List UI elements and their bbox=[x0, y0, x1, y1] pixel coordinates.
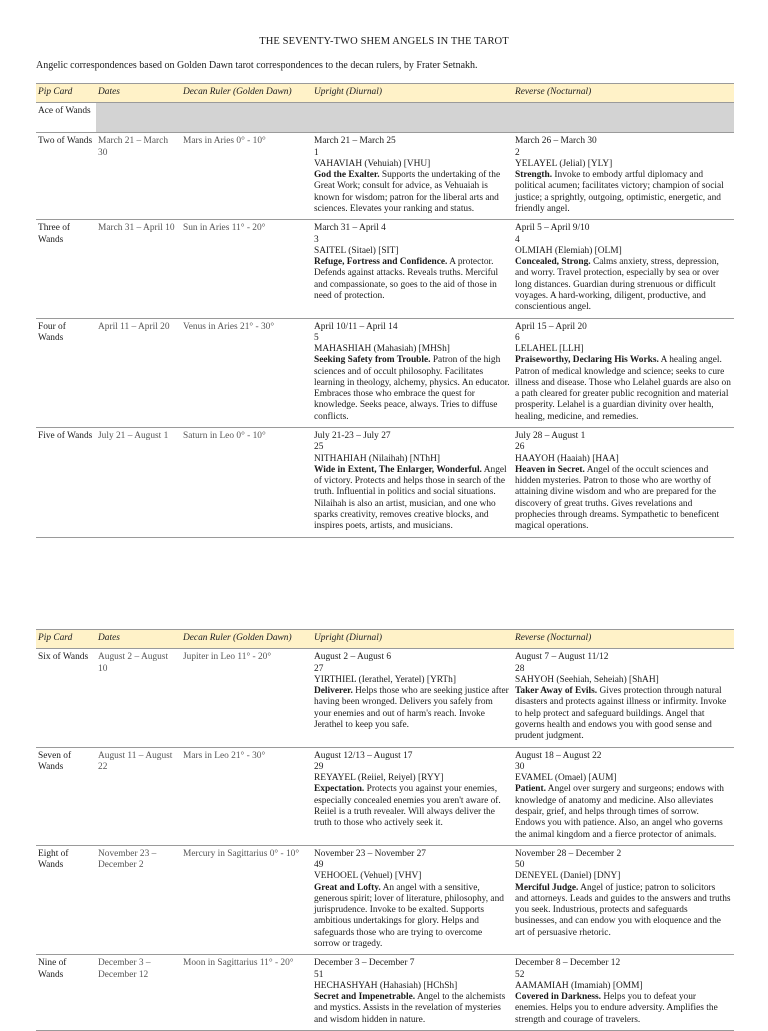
decan-ruler-cell: Saturn in Leo 0° - 10° bbox=[181, 428, 312, 538]
pip-card-cell: Two of Wands bbox=[36, 133, 96, 220]
dates-cell: December 3 – December 12 bbox=[96, 955, 181, 1031]
angel-number: 4 bbox=[515, 234, 520, 245]
angel-dates: December 3 – December 7 bbox=[314, 958, 415, 969]
angel-dates: August 2 – August 6 bbox=[314, 652, 392, 663]
angel-cell bbox=[513, 955, 734, 1031]
table-row bbox=[36, 747, 734, 845]
header-reverse: Reverse (Nocturnal) bbox=[513, 84, 734, 103]
angel-attributes: Protects you against your enemies, especially concealed enemies you aren't aware of. Reiiel is a truth revealer. Will always deliver the truth to those who actively seek it. bbox=[314, 784, 501, 829]
angel-description bbox=[314, 883, 510, 951]
angel-number: 50 bbox=[515, 860, 525, 871]
angel-number: 25 bbox=[314, 442, 324, 453]
angel-description bbox=[515, 784, 731, 840]
angel-cell bbox=[312, 747, 513, 845]
decan-ruler-cell: Mars in Aries 0° - 10° bbox=[181, 133, 312, 220]
angel-epithet: Covered in Darkness. bbox=[515, 992, 602, 1003]
header-reverse: Reverse (Nocturnal) bbox=[513, 630, 734, 649]
angel-epithet: Taker Away of Evils. bbox=[515, 686, 598, 697]
angel-dates: August 12/13 – August 17 bbox=[314, 750, 413, 761]
angel-dates: April 5 – April 9/10 bbox=[515, 223, 590, 234]
angel-cell bbox=[312, 955, 513, 1031]
angel-dates: March 31 – April 4 bbox=[314, 223, 386, 234]
correspondence-table-2 bbox=[36, 629, 734, 1031]
angel-dates: August 7 – August 11/12 bbox=[515, 652, 609, 663]
angel-description bbox=[515, 355, 731, 423]
angel-description bbox=[314, 992, 510, 1026]
decan-ruler-cell: Jupiter in Leo 11° - 20° bbox=[181, 649, 312, 747]
angel-number: 49 bbox=[314, 860, 324, 871]
angel-dates: November 28 – December 2 bbox=[515, 848, 622, 859]
decan-ruler-cell: Venus in Aries 21° - 30° bbox=[181, 318, 312, 428]
table-row bbox=[36, 428, 734, 538]
angel-epithet: Wide in Extent, The Enlarger, Wonderful. bbox=[314, 464, 482, 475]
angel-name: LELAHEL [LLH] bbox=[515, 344, 584, 355]
angel-dates: March 21 – March 25 bbox=[314, 136, 396, 147]
angel-name: VAHAVIAH (Vehuiah) [VHU] bbox=[314, 158, 431, 169]
correspondence-table-1 bbox=[36, 83, 734, 538]
angel-name: HECHASHYAH (Hahasiah) [HChSh] bbox=[314, 980, 458, 991]
header-dates: Dates bbox=[96, 630, 181, 649]
angel-description bbox=[515, 465, 731, 533]
header-decan-ruler: Decan Ruler (Golden Dawn) bbox=[181, 630, 312, 649]
decan-ruler-cell: Mercury in Sagittarius 0° - 10° bbox=[181, 845, 312, 955]
angel-epithet: Refuge, Fortress and Confidence. bbox=[314, 257, 448, 268]
angel-attributes: Invoke to embody artful diplomacy and political acumen; facilitates victory; champion of social justice; a sprightly, outgoing, optimistic, energetic, and friendly angel. bbox=[515, 170, 724, 214]
angel-epithet: Merciful Judge. bbox=[515, 882, 579, 893]
angel-number: 29 bbox=[314, 761, 324, 772]
header-decan-ruler: Decan Ruler (Golden Dawn) bbox=[181, 84, 312, 103]
angel-name: YIRTHIEL (Ierathel, Yeratel) [YRTh] bbox=[314, 674, 456, 685]
angel-cell bbox=[312, 845, 513, 955]
dates-cell: March 21 – March 30 bbox=[96, 133, 181, 220]
angel-cell bbox=[513, 220, 734, 318]
table-header-row bbox=[36, 84, 734, 103]
angel-cell bbox=[312, 220, 513, 318]
angel-attributes: Angel of justice; patron to solicitors and attorneys. Leads and guides to the answers and truths you seek. Industrious, protects and safeguards businesses, and can endow you with eloquence and the art of persuasive rhetoric. bbox=[515, 882, 731, 938]
angel-name: AAMAMIAH (Imamiah) [OMM] bbox=[515, 980, 643, 991]
angel-cell bbox=[513, 428, 734, 538]
angel-cell bbox=[312, 133, 513, 220]
dates-cell: November 23 – December 2 bbox=[96, 845, 181, 955]
angel-description bbox=[314, 355, 510, 423]
angel-description bbox=[515, 686, 731, 742]
angel-cell bbox=[513, 133, 734, 220]
angel-attributes: Calms anxiety, stress, depression, and worry. Travel protection, especially by sea or over long distances. Guardian during strenuous or difficult voyages. A hard-working, diligent, productive, and conscientious angel. bbox=[515, 257, 720, 313]
angel-number: 2 bbox=[515, 147, 520, 158]
angel-epithet: Praiseworthy, Declaring His Works. bbox=[515, 355, 659, 366]
angel-attributes: Angel of victory. Protects and helps those in search of the truth. Influential in politics and social situations. Nilaihah is also an artist, musician, and one who sparks creativity, removes creative blocks, and inspires poets, artists, and musicians. bbox=[314, 464, 507, 532]
angel-description bbox=[314, 257, 510, 302]
table-row bbox=[36, 845, 734, 955]
angel-dates: July 28 – August 1 bbox=[515, 431, 586, 442]
angel-description bbox=[515, 883, 731, 939]
table-header-row bbox=[36, 630, 734, 649]
angel-number: 3 bbox=[314, 234, 319, 245]
decan-ruler-cell: Sun in Aries 11° - 20° bbox=[181, 220, 312, 318]
angel-cell bbox=[312, 318, 513, 428]
angel-epithet: Strength. bbox=[515, 170, 553, 181]
angel-cell bbox=[312, 649, 513, 747]
empty-shaded-cell bbox=[96, 103, 734, 133]
angel-epithet: God the Exalter. bbox=[314, 170, 380, 181]
angel-dates: March 26 – March 30 bbox=[515, 136, 597, 147]
angel-name: HAAYOH (Haaiah) [HAA] bbox=[515, 453, 619, 464]
table-row bbox=[36, 955, 734, 1031]
angel-dates: April 15 – April 20 bbox=[515, 321, 587, 332]
pip-card-cell: Ace of Wands bbox=[36, 103, 96, 133]
angel-dates: November 23 – November 27 bbox=[314, 848, 426, 859]
angel-attributes: Helps you to defeat your enemies. Helps you to endure adversity. Amplifies the strength and courage of travelers. bbox=[515, 992, 718, 1025]
angel-name: DENEYEL (Daniel) [DNY] bbox=[515, 871, 621, 882]
header-pip-card: Pip Card bbox=[36, 630, 96, 649]
angel-attributes: Supports the undertaking of the Great Work; consult for advice, as Vehuaiah is known for wisdom; patron for the liberal arts and sciences. Elevates your ranking and status. bbox=[314, 170, 501, 214]
decan-ruler-cell: Mars in Leo 21° - 30° bbox=[181, 747, 312, 845]
angel-attributes: A healing angel. Patron of medical knowledge and science; seeks to cure illness and disease. Those who Lelahel guards are also on a path cleared for greater public recognition and material prosperity. Lelahel is a guardian divinity over health, healing, medicine, and remedies. bbox=[515, 355, 731, 422]
pip-card-cell: Four of Wands bbox=[36, 318, 96, 428]
decan-ruler-cell: Moon in Sagittarius 11° - 20° bbox=[181, 955, 312, 1031]
angel-name: REYAYEL (Reiiel, Reiyel) [RYY] bbox=[314, 773, 444, 784]
angel-cell bbox=[513, 649, 734, 747]
table-row bbox=[36, 220, 734, 318]
pip-card-cell: Five of Wands bbox=[36, 428, 96, 538]
angel-description bbox=[314, 686, 510, 731]
angel-attributes: Gives protection through natural disasters and protects against illness or infirmity. Invoke to help protect and safeguard buildings. Angel that governs health and endows you with good sense and prudent judgment. bbox=[515, 686, 727, 742]
header-pip-card: Pip Card bbox=[36, 84, 96, 103]
header-upright: Upright (Diurnal) bbox=[312, 84, 513, 103]
angel-number: 51 bbox=[314, 969, 324, 980]
angel-epithet: Concealed, Strong. bbox=[515, 257, 591, 268]
header-upright: Upright (Diurnal) bbox=[312, 630, 513, 649]
angel-name: YELAYEL (Jelial) [YLY] bbox=[515, 158, 613, 169]
angel-dates: December 8 – December 12 bbox=[515, 958, 621, 969]
angel-number: 28 bbox=[515, 663, 525, 674]
table-row bbox=[36, 318, 734, 428]
angel-name: SAITEL (Sitael) [SIT] bbox=[314, 245, 399, 256]
dates-cell: July 21 – August 1 bbox=[96, 428, 181, 538]
angel-name: SAHYOH (Seehiah, Seheiah) [ShAH] bbox=[515, 674, 659, 685]
angel-attributes: A protector. Defends against attacks. Reveals truths. Merciful and compassionate, so goes to the aid of those in need of protection. bbox=[314, 257, 499, 301]
angel-epithet: Expectation. bbox=[314, 784, 365, 795]
angel-epithet: Deliverer. bbox=[314, 686, 353, 697]
angel-epithet: Patient. bbox=[515, 784, 546, 795]
angel-cell bbox=[312, 428, 513, 538]
angel-description bbox=[515, 992, 731, 1026]
angel-number: 1 bbox=[314, 147, 319, 158]
table-row bbox=[36, 133, 734, 220]
table-row-ace-of-wands bbox=[36, 103, 734, 133]
pip-card-cell: Nine of Wands bbox=[36, 955, 96, 1031]
angel-cell bbox=[513, 747, 734, 845]
angel-attributes: Angel of the occult sciences and hidden mysteries. Patron to those who are worthy of attaining divine wisdom and who are prepared for the discovery of great truths. Gives revelations and prophecies through dreams. Sympathetic to beneficent magical operations. bbox=[515, 464, 720, 532]
dates-cell: March 31 – April 10 bbox=[96, 220, 181, 318]
angel-number: 52 bbox=[515, 969, 525, 980]
angel-description bbox=[515, 257, 731, 313]
document-title: THE SEVENTY-TWO SHEM ANGELS IN THE TAROT bbox=[259, 36, 509, 47]
angel-attributes: Patron of the high sciences and of occult philosophy. Facilitates learning in theology, alchemy, physics. An educator. Embraces those who embrace the quest for knowledge. Seeks peace, always. Tries to diffuse conflicts. bbox=[314, 355, 510, 422]
pip-card-cell: Seven of Wands bbox=[36, 747, 96, 845]
angel-number: 5 bbox=[314, 332, 319, 343]
angel-name: OLMIAH (Elemiah) [OLM] bbox=[515, 245, 622, 256]
angel-cell bbox=[513, 845, 734, 955]
document-subtitle: Angelic correspondences based on Golden Dawn tarot correspondences to the decan rulers, by Frater Setnakh. bbox=[36, 60, 478, 71]
angel-epithet: Great and Lofty. bbox=[314, 882, 381, 893]
angel-description bbox=[314, 784, 510, 829]
table-row bbox=[36, 649, 734, 747]
angel-description bbox=[314, 170, 510, 215]
angel-epithet: Secret and Impenetrable. bbox=[314, 992, 416, 1003]
angel-dates: August 18 – August 22 bbox=[515, 750, 602, 761]
angel-number: 6 bbox=[515, 332, 520, 343]
angel-attributes: Helps those who are seeking justice after having been wronged. Delivers you safely from your enemies and out of harm's reach. Invoke Jerathel to keep you safe. bbox=[314, 686, 509, 730]
angel-dates: April 10/11 – April 14 bbox=[314, 321, 398, 332]
angel-name: MAHASHIAH (Mahasiah) [MHSh] bbox=[314, 344, 450, 355]
angel-epithet: Seeking Safety from Trouble. bbox=[314, 355, 431, 366]
header-dates: Dates bbox=[96, 84, 181, 103]
angel-name: VEHOOEL (Vehuel) [VHV] bbox=[314, 871, 422, 882]
dates-cell: April 11 – April 20 bbox=[96, 318, 181, 428]
pip-card-cell: Six of Wands bbox=[36, 649, 96, 747]
pip-card-cell: Eight of Wands bbox=[36, 845, 96, 955]
angel-number: 26 bbox=[515, 442, 525, 453]
angel-attributes: An angel with a sensitive, generous spirit; lover of literature, philosophy, and jurisprudence. Invoke to be exalted. Supports ambitious undertakings for glory. Helps and safeguards those who are trying to overcome sorrow or tragedy. bbox=[314, 882, 504, 950]
angel-attributes: Angel over surgery and surgeons; endows with knowledge of anatomy and medicine. Also alleviates despair, grief, and helps through times of sorrow. Endows you with patience. Also, an angel who governs the animal kingdom and a fierce protector of animals. bbox=[515, 784, 724, 840]
angel-attributes: Angel to the alchemists and mystics. Assists in the revelation of mysteries and wisdom hidden in nature. bbox=[314, 992, 506, 1025]
angel-name: EVAMEL (Omael) [AUM] bbox=[515, 773, 617, 784]
angel-description bbox=[314, 465, 510, 533]
angel-dates: July 21-23 – July 27 bbox=[314, 431, 391, 442]
angel-name: NITHAHIAH (Nilaihah) [NThH] bbox=[314, 453, 441, 464]
angel-description bbox=[515, 170, 731, 215]
pip-card-cell: Three of Wands bbox=[36, 220, 96, 318]
angel-cell bbox=[513, 318, 734, 428]
dates-cell: August 2 – August 10 bbox=[96, 649, 181, 747]
angel-number: 30 bbox=[515, 761, 525, 772]
angel-number: 27 bbox=[314, 663, 324, 674]
angel-epithet: Heaven in Secret. bbox=[515, 464, 585, 475]
dates-cell: August 11 – August 22 bbox=[96, 747, 181, 845]
